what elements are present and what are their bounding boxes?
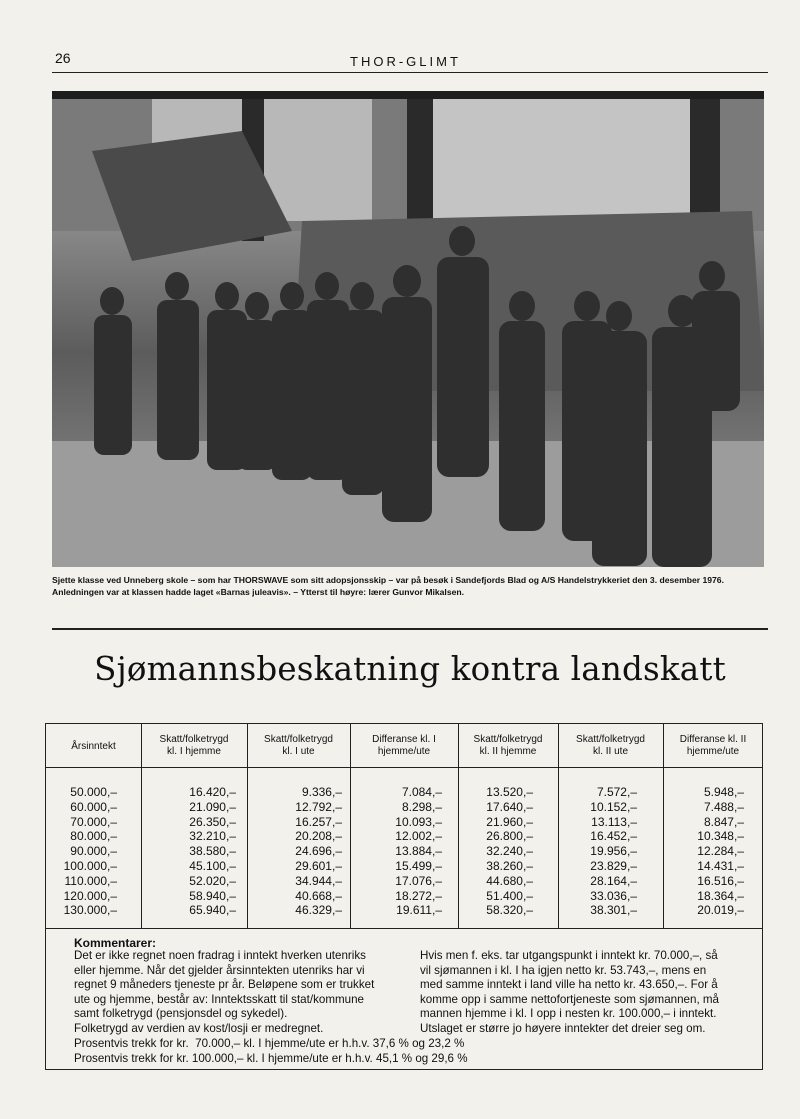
table-divider bbox=[663, 724, 664, 928]
table-cell: 13.520,– bbox=[486, 785, 533, 799]
table-cell: 26.800,– bbox=[486, 829, 533, 844]
table-divider bbox=[558, 724, 559, 928]
table-header: Skatt/folketrygd kl. II ute bbox=[558, 724, 663, 768]
table-cell: 60.000,– bbox=[70, 799, 117, 814]
comments-bottom bbox=[74, 1037, 744, 1066]
table-cell: 8.298,– bbox=[401, 799, 442, 814]
table-cell: 7.488,– bbox=[703, 799, 744, 814]
table-cell: 120.000,– bbox=[63, 888, 117, 903]
comments-right bbox=[420, 949, 750, 1036]
table-divider bbox=[247, 724, 248, 928]
table-divider bbox=[350, 724, 351, 928]
comment-line: samt folketrygd (pensjonsdel og sykedel). bbox=[74, 1007, 288, 1020]
comment-line: regnet 9 måneders tjeneste pr år. Beløpene som er trukket bbox=[74, 978, 375, 991]
header-rule bbox=[52, 72, 768, 73]
article-headline: Sjømannsbeskatning kontra landskatt bbox=[94, 650, 726, 688]
table-cell: 20.208,– bbox=[295, 829, 342, 844]
comment-line: vil sjømannen i kl. I ha igjen netto kr. 53.743,–, mens en bbox=[420, 963, 707, 977]
table-cell: 65.940,– bbox=[189, 903, 236, 918]
table-cell: 38.301,– bbox=[590, 903, 637, 918]
comments-left bbox=[74, 949, 414, 1036]
table-cell: 5.948,– bbox=[703, 785, 744, 799]
table-cell: 17.640,– bbox=[486, 799, 533, 814]
table-cell: 32.240,– bbox=[486, 844, 533, 859]
comment-line: Prosentvis trekk for kr. 100.000,– kl. I hjemme/ute er h.h.v. 45,1 % og 29,6 % bbox=[74, 1051, 468, 1065]
comment-line: ute og hjemme, består av: Inntektsskatt til stat/kommune bbox=[74, 992, 364, 1006]
comment-line: Prosentvis trekk for kr. 70.000,– kl. I hjemme/ute er h.h.v. 37,6 % og 23,2 % bbox=[74, 1037, 465, 1050]
table-header: Differanse kl. I hjemme/ute bbox=[350, 724, 458, 768]
table-cell: 38.580,– bbox=[189, 844, 236, 859]
table-column-3 bbox=[247, 724, 350, 928]
table-values bbox=[64, 785, 117, 918]
table-cell: 70.000,– bbox=[70, 814, 117, 829]
table-cell: 16.516,– bbox=[697, 873, 744, 888]
table-cell: 7.572,– bbox=[596, 785, 637, 799]
table-cell: 15.499,– bbox=[395, 858, 442, 873]
table-header: Skatt/folketrygd kl. I hjemme bbox=[141, 724, 247, 768]
table-cell: 16.452,– bbox=[590, 829, 637, 844]
table-cell: 110.000,– bbox=[64, 873, 117, 888]
table-cell: 34.944,– bbox=[295, 873, 342, 888]
table-header: Skatt/folketrygd kl. II hjemme bbox=[458, 724, 558, 768]
table-cell: 26.350,– bbox=[189, 814, 236, 829]
table-cell: 45.100,– bbox=[189, 858, 236, 873]
table-cell: 7.084,– bbox=[401, 785, 442, 799]
table-cell: 20.019,– bbox=[697, 903, 744, 918]
table-cell: 58.940,– bbox=[189, 888, 236, 903]
table-cell: 32.210,– bbox=[189, 829, 236, 844]
table-cell: 14.431,– bbox=[697, 858, 744, 873]
comments-box bbox=[45, 928, 763, 1070]
table-cell: 21.090,– bbox=[189, 799, 236, 814]
table-values bbox=[295, 785, 342, 918]
comment-line: Folketrygd av verdien av kost/losji er medregnet. bbox=[74, 1021, 324, 1035]
table-column-5 bbox=[458, 724, 558, 928]
table-cell: 17.076,– bbox=[395, 873, 442, 888]
table-cell: 40.668,– bbox=[295, 888, 342, 903]
table-divider bbox=[141, 724, 142, 928]
table-cell: 8.847,– bbox=[703, 814, 744, 829]
table-cell: 38.260,– bbox=[486, 858, 533, 873]
table-values bbox=[697, 785, 744, 918]
table-column-2 bbox=[141, 724, 247, 928]
table-cell: 52.020,– bbox=[189, 873, 236, 888]
table-cell: 16.257,– bbox=[295, 814, 342, 829]
table-cell: 12.002,– bbox=[395, 829, 442, 844]
table-cell: 24.696,– bbox=[295, 844, 342, 859]
table-header: Årsinntekt bbox=[46, 724, 141, 768]
table-cell: 16.420,– bbox=[189, 785, 236, 799]
table-cell: 12.284,– bbox=[697, 844, 744, 859]
table-cell: 13.884,– bbox=[395, 844, 442, 859]
table-cell: 23.829,– bbox=[590, 858, 637, 873]
table-cell: 18.272,– bbox=[395, 888, 442, 903]
running-title: THOR-GLIMT bbox=[350, 54, 461, 69]
tax-table bbox=[45, 723, 763, 929]
table-cell: 10.093,– bbox=[395, 814, 442, 829]
comment-line: Det er ikke regnet noen fradrag i inntekt hverken utenriks bbox=[74, 949, 366, 962]
table-cell: 28.164,– bbox=[590, 873, 637, 888]
table-cell: 100.000,– bbox=[63, 858, 117, 873]
table-values bbox=[395, 785, 442, 918]
caption-rule bbox=[52, 628, 768, 630]
comment-line: eller hjemme. Når det gjelder årsinntekten utenriks har vi bbox=[74, 963, 365, 977]
table-column-1 bbox=[46, 724, 141, 928]
table-column-4 bbox=[350, 724, 458, 928]
comments-title: Kommentarer: bbox=[74, 936, 157, 950]
table-cell: 80.000,– bbox=[70, 829, 117, 844]
table-cell: 13.113,– bbox=[591, 814, 637, 829]
table-cell: 18.364,– bbox=[697, 888, 744, 903]
group-photo bbox=[52, 91, 764, 567]
table-cell: 19.956,– bbox=[590, 844, 637, 859]
table-column-6 bbox=[558, 724, 663, 928]
table-cell: 12.792,– bbox=[295, 799, 342, 814]
photo-caption: Sjette klasse ved Unneberg skole – som har THORSWAVE som sitt adopsjonsskip – var på besøk i Sandefjords Blad og A/S Handelstrykkeriet den 3. desember 1976. Anledningen var at klassen hadde laget «Barnas juleavis». – Ytterst til høyre: lærer Gunvor Mikalsen. bbox=[52, 575, 724, 597]
comment-line: med samme inntekt i land ville ha netto kr. 43.650,–. For å bbox=[420, 978, 718, 991]
table-cell: 19.611,– bbox=[396, 903, 442, 918]
table-values bbox=[590, 785, 637, 918]
comment-line: Utslaget er større jo høyere inntekter det dreier seg om. bbox=[420, 1021, 706, 1035]
comment-line: komme opp i samme nettofortjeneste som sjømannen, må bbox=[420, 992, 719, 1006]
table-cell: 51.400,– bbox=[486, 888, 533, 903]
table-cell: 10.152,– bbox=[590, 799, 637, 814]
table-cell: 44.680,– bbox=[486, 873, 533, 888]
table-values bbox=[486, 785, 533, 918]
table-cell: 90.000,– bbox=[70, 844, 117, 859]
table-cell: 58.320,– bbox=[486, 903, 533, 918]
table-header: Differanse kl. II hjemme/ute bbox=[663, 724, 763, 768]
table-cell: 21.960,– bbox=[486, 814, 533, 829]
table-cell: 33.036,– bbox=[590, 888, 637, 903]
comment-line: mannen hjemme i kl. I opp i nesten kr. 100.000,– i inntekt. bbox=[420, 1007, 717, 1020]
table-cell: 130.000,– bbox=[63, 903, 117, 918]
table-cell: 9.336,– bbox=[301, 785, 342, 799]
table-cell: 46.329,– bbox=[295, 903, 342, 918]
photo-illustration bbox=[52, 91, 764, 567]
table-header: Skatt/folketrygd kl. I ute bbox=[247, 724, 350, 768]
table-values bbox=[189, 785, 236, 918]
table-cell: 29.601,– bbox=[295, 858, 342, 873]
page-number: 26 bbox=[55, 50, 71, 66]
table-divider bbox=[458, 724, 459, 928]
table-cell: 50.000,– bbox=[70, 785, 117, 799]
comment-line: Hvis men f. eks. tar utgangspunkt i inntekt kr. 70.000,–, så bbox=[420, 949, 718, 962]
table-column-7 bbox=[663, 724, 763, 928]
table-cell: 10.348,– bbox=[697, 829, 744, 844]
